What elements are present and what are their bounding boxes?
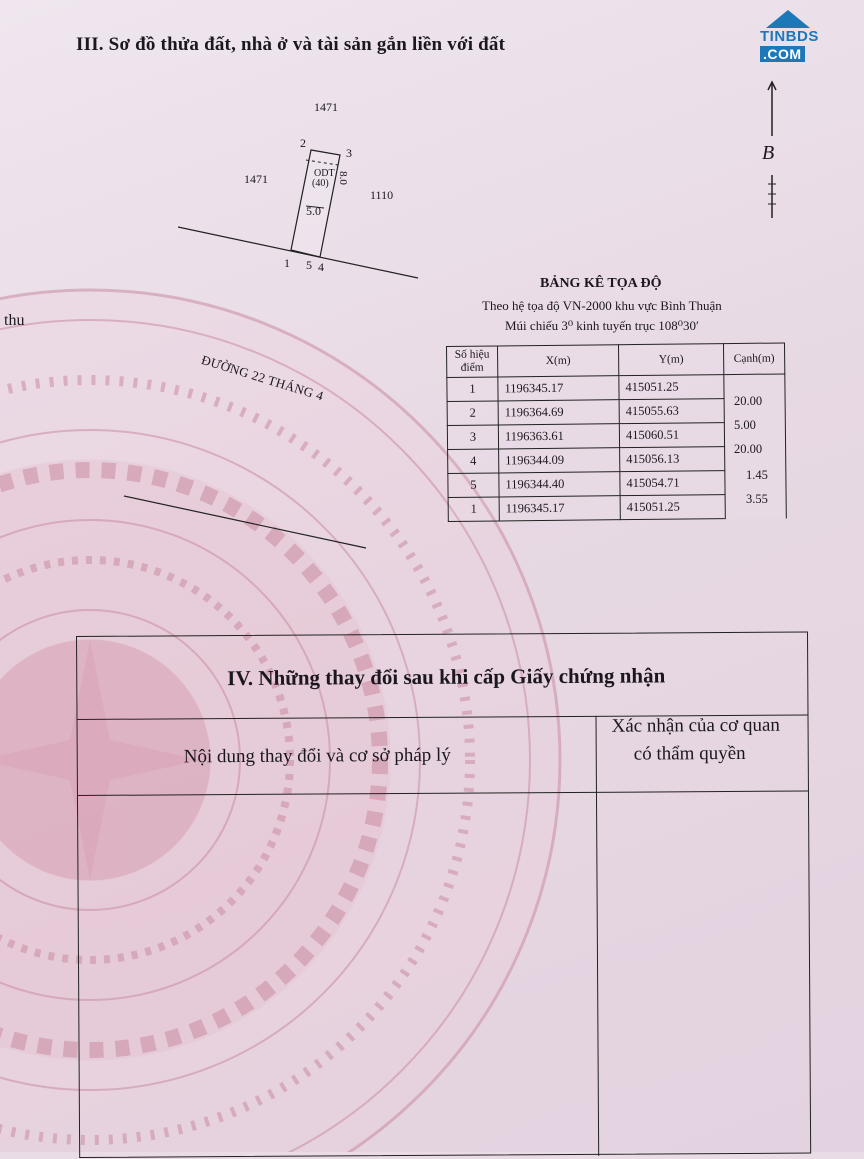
header-y: Y(m) bbox=[618, 344, 723, 376]
point-label: 3 bbox=[346, 146, 352, 160]
cell-x: 1196344.40 bbox=[499, 472, 620, 497]
edge-value: 20.00 bbox=[734, 442, 763, 456]
cell-x: 1196345.17 bbox=[499, 496, 620, 521]
section-3-title: III. Sơ đồ thửa đất, nhà ở và tài sản gắn liền với đất bbox=[76, 34, 506, 55]
edge-value: 3.55 bbox=[746, 492, 768, 506]
cell-x: 1196364.69 bbox=[498, 400, 619, 425]
cell-y: 415060.51 bbox=[619, 423, 724, 448]
table-header-row bbox=[447, 343, 785, 378]
cell-x: 1196363.61 bbox=[498, 424, 619, 449]
house-icon bbox=[758, 6, 818, 30]
edge-value: 1.45 bbox=[746, 468, 768, 482]
point-label: 1 bbox=[284, 256, 290, 270]
watermark-top: TINBDS bbox=[760, 28, 819, 45]
cell-y: 415051.25 bbox=[620, 495, 725, 520]
point-label: 5 bbox=[306, 258, 312, 272]
parcel-number: (40) bbox=[312, 178, 329, 189]
edge-value: 20.00 bbox=[734, 394, 763, 408]
column-content-changes: Nội dung thay đổi và cơ sở pháp lý bbox=[183, 744, 451, 768]
changes-section bbox=[76, 632, 811, 1158]
section-4-title: IV. Những thay đổi sau khi cấp Giấy chứng nhận bbox=[227, 663, 666, 691]
margin-text: thu bbox=[4, 312, 25, 329]
street-name: ĐƯỜNG 22 THÁNG 4 bbox=[199, 352, 326, 404]
cell-point: 5 bbox=[448, 473, 499, 498]
watermark-logo bbox=[758, 6, 818, 64]
north-arrow bbox=[756, 80, 796, 225]
cell-point: 1 bbox=[448, 497, 499, 522]
column-authority-line-1: Xác nhận của cơ quan bbox=[611, 714, 780, 737]
coords-title: BẢNG KÊ TỌA ĐỘ bbox=[540, 276, 662, 291]
cell-y: 415054.71 bbox=[620, 471, 725, 496]
watermark-bottom: .COM bbox=[760, 46, 805, 62]
cell-point: 4 bbox=[448, 449, 499, 474]
coords-subtitle-1: Theo hệ tọa độ VN-2000 khu vực Bình Thuận bbox=[482, 298, 722, 313]
point-label: 2 bbox=[300, 136, 306, 150]
dimension-width: 5.0 bbox=[306, 204, 321, 218]
cell-x: 1196345.17 bbox=[498, 376, 619, 401]
cell-y: 415051.25 bbox=[619, 375, 724, 400]
cell-y: 415055.63 bbox=[619, 399, 724, 424]
north-label: B bbox=[762, 142, 775, 164]
neighbor-parcel-top: 1471 bbox=[314, 100, 338, 114]
column-authority-line-2: có thẩm quyền bbox=[633, 742, 746, 765]
changes-header bbox=[77, 633, 807, 720]
neighbor-parcel-left: 1471 bbox=[244, 172, 268, 186]
cell-point: 1 bbox=[447, 377, 498, 402]
header-edge: Cạnh(m) bbox=[723, 343, 784, 375]
coords-subtitle-2: Múi chiếu 3⁰ kinh tuyến trục 108⁰30′ bbox=[505, 318, 699, 333]
header-x: X(m) bbox=[498, 345, 619, 377]
neighbor-parcel-right: 1110 bbox=[370, 188, 394, 202]
land-type: ODT bbox=[314, 168, 335, 179]
dimension-length: 8.0 bbox=[336, 171, 349, 185]
street-edge-line bbox=[120, 490, 380, 560]
cell-point: 2 bbox=[447, 401, 498, 426]
header-point: Số hiệu điểm bbox=[447, 346, 498, 378]
cell-y: 415056.13 bbox=[620, 447, 725, 472]
edge-value: 5.00 bbox=[734, 418, 756, 432]
point-label: 4 bbox=[318, 260, 324, 274]
cell-x: 1196344.09 bbox=[499, 448, 620, 473]
cell-point: 3 bbox=[447, 425, 498, 450]
